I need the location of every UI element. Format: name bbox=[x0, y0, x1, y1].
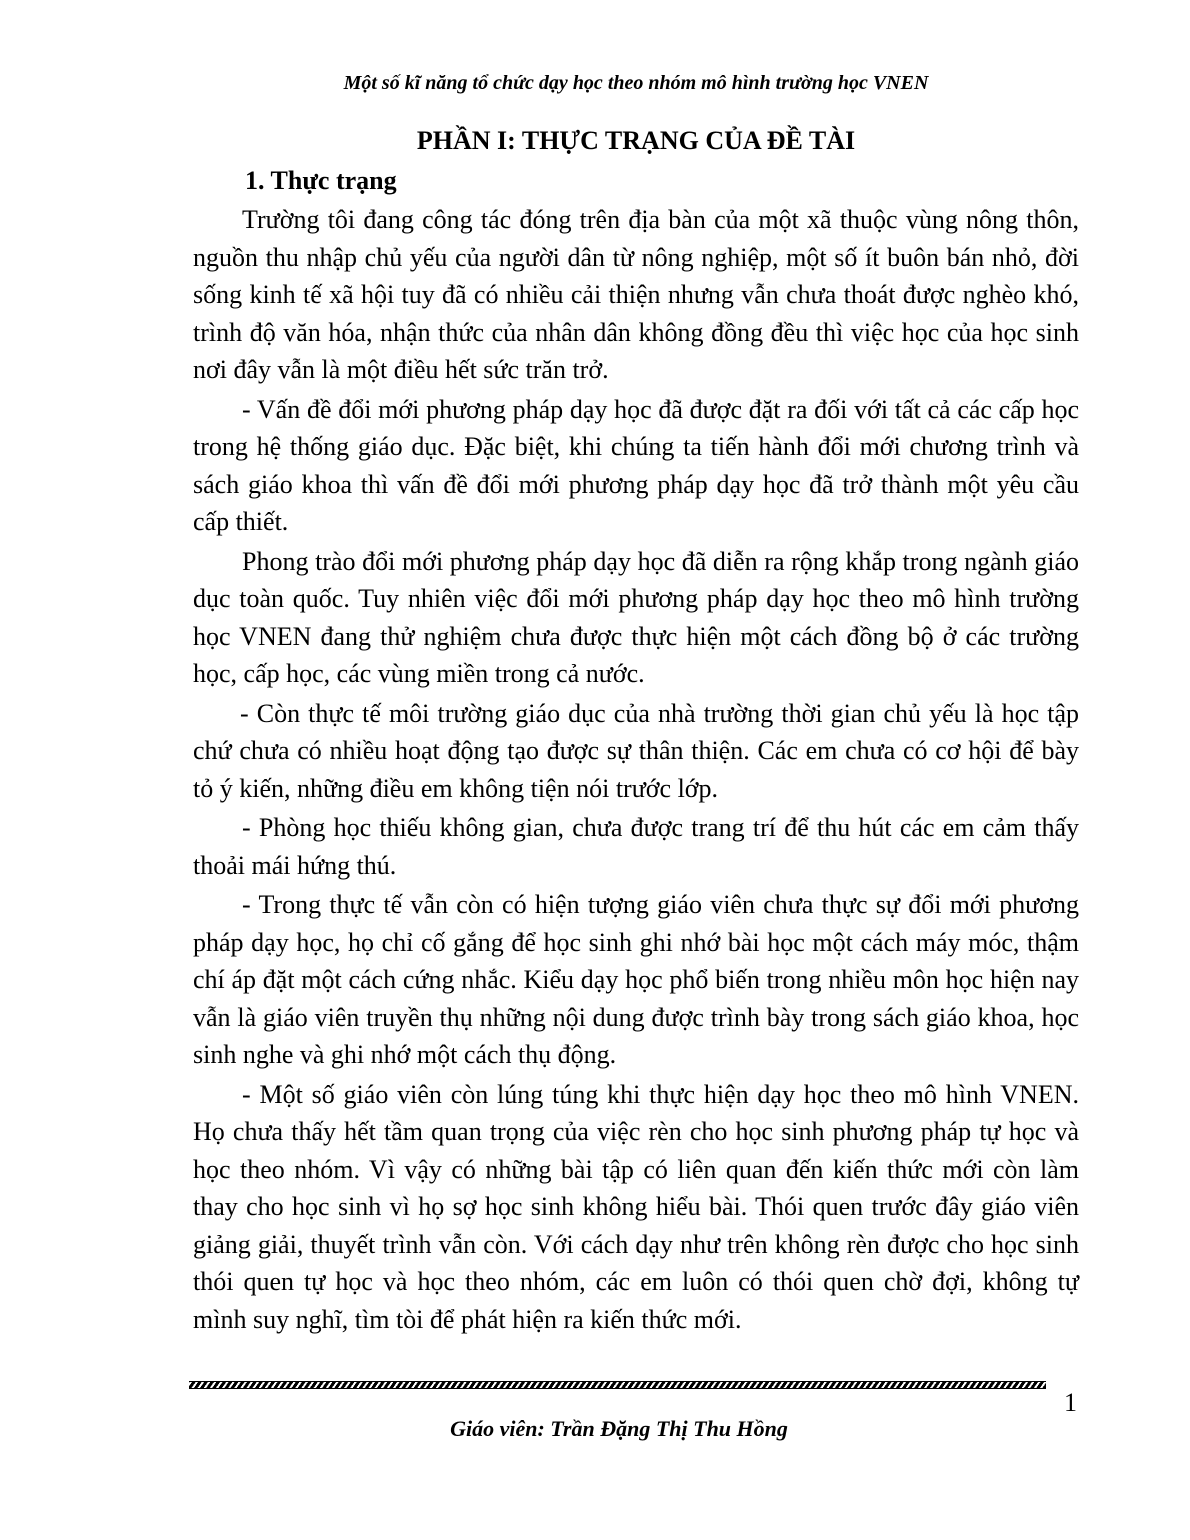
part-title: PHẦN I: THỰC TRẠNG CỦA ĐỀ TÀI bbox=[416, 126, 856, 155]
paragraph: - Phòng học thiếu không gian, chưa được trang trí để thu hút các em cảm thấy thoải mái hứng thú. bbox=[193, 813, 1079, 880]
page-number: 1 bbox=[1064, 1388, 1077, 1417]
footer-author: Giáo viên: Trần Đặng Thị Thu Hồng bbox=[450, 1416, 788, 1441]
paragraph: - Còn thực tế môi trường giáo dục của nhà trường thời gian chủ yếu là học tập chứ chưa có nhiều hoạt động tạo được sự thân thiện. Các em chưa có cơ hội để bày tỏ ý kiến, những điều em không tiện nói trước lớp. bbox=[193, 698, 1079, 803]
paragraph: - Trong thực tế vẫn còn có hiện tượng giáo viên chưa thực sự đổi mới phương pháp dạy học, họ chỉ cố gắng để học sinh ghi nhớ bài học một cách máy móc, thậm chí áp đặt một cách cứng nhắc. Kiểu dạy học phổ biến trong nhiều môn học hiện nay vẫn là giáo viên truyền thụ những nội dung được trình bày trong sách giáo khoa, học sinh nghe và ghi nhớ một cách thụ động. bbox=[193, 890, 1079, 1069]
section-title: 1. Thực trạng bbox=[245, 166, 397, 195]
paragraph: - Một số giáo viên còn lúng túng khi thực hiện dạy học theo mô hình VNEN. Họ chưa thấy hết tầm quan trọng của việc rèn cho học sinh phương pháp tự học và học theo nhóm. Vì vậy có những bài tập có liên quan đến kiến thức mới còn làm thay cho học sinh vì họ sợ học sinh không hiểu bài. Thói quen trước đây giáo viên giảng giải, thuyết trình vẫn còn. Với cách dạy như trên không rèn được cho học sinh thói quen tự học và học theo nhóm, các em luôn có thói quen chờ đợi, không tự mình suy nghĩ, tìm tòi để phát hiện ra kiến thức mới. bbox=[193, 1079, 1079, 1334]
paragraph: Phong trào đổi mới phương pháp dạy học đã diễn ra rộng khắp trong ngành giáo dục toàn quốc. Tuy nhiên việc đổi mới phương pháp dạy học theo mô hình trường học VNEN đang thử nghiệm chưa được thực hiện một cách đồng bộ ở các trường học, cấp học, các vùng miền trong cả nước. bbox=[193, 546, 1079, 688]
paragraph: Trường tôi đang công tác đóng trên địa bàn của một xã thuộc vùng nông thôn, nguồn thu nhập chủ yếu của người dân từ nông nghiệp, một số ít buôn bán nhỏ, đời sống kinh tế xã hội tuy đã có nhiều cải thiện nhưng vẫn chưa thoát được nghèo khó, trình độ văn hóa, nhận thức của nhân dân không đồng đều thì việc học của học sinh nơi đây vẫn là một điều hết sức trăn trở. bbox=[193, 205, 1079, 384]
footer-divider bbox=[189, 1381, 1046, 1389]
paragraph: - Vấn đề đổi mới phương pháp dạy học đã được đặt ra đối với tất cả các cấp học trong hệ thống giáo dục. Đặc biệt, khi chúng ta tiến hành đổi mới chương trình và sách giáo khoa thì vấn đề đổi mới phương pháp dạy học đã trở thành một yêu cầu cấp thiết. bbox=[193, 394, 1079, 536]
body-text bbox=[193, 201, 1079, 1340]
running-header: Một số kĩ năng tổ chức dạy học theo nhóm mô hình trường học VNEN bbox=[343, 72, 929, 94]
